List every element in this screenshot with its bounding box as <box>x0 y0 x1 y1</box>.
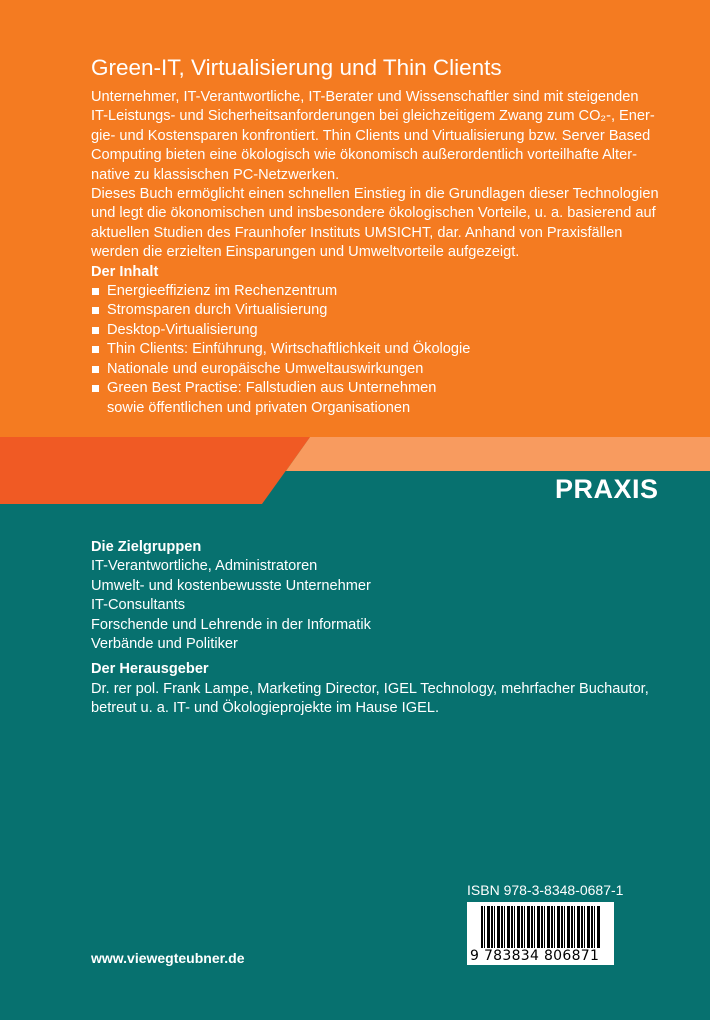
audience-item: IT-Consultants <box>91 597 186 614</box>
barcode <box>467 902 614 965</box>
audience-item: Verbände und Politiker <box>91 636 238 653</box>
lower-text <box>91 538 691 719</box>
intro-line: Unternehmer, IT-Verantwortliche, IT-Berater und Wissenschaftler sind mit steigenden <box>91 89 639 105</box>
contents-heading: Der Inhalt <box>91 263 159 280</box>
intro-line: native zu klassischen PC-Netzwerken. <box>91 166 340 183</box>
audience-item: IT-Verantwortliche, Administratoren <box>91 558 318 575</box>
list-item: Green Best Practise: Fallstudien aus Unternehmen sowie öffentlichen und privaten Organisationen <box>91 379 477 418</box>
audience-item: Umwelt- und kostenbewusste Unternehmer <box>91 577 371 594</box>
audience-item: Forschende und Lehrende in der Informatik <box>91 616 371 633</box>
intro-line: und legt die ökonomischen und insbesondere ökologischen Vorteile, u. a. basierend auf <box>91 205 656 222</box>
audience-heading: Die Zielgruppen <box>91 539 202 555</box>
list-item: Stromsparen durch Virtualisierung <box>91 301 691 320</box>
list-item: Energieeffizienz im Rechenzentrum <box>91 282 691 301</box>
book-title: Green-IT, Virtualisierung und Thin Clients <box>91 55 502 80</box>
list-item: Desktop-Virtualisierung <box>91 321 691 340</box>
barcode-digits: 9 783834 806871 <box>470 948 600 964</box>
editor-line: Dr. rer pol. Frank Lampe, Marketing Director, IGEL Technology, mehrfacher Buchautor, <box>91 680 649 697</box>
intro-line: IT-Leistungs- und Sicherheitsanforderungen bei gleichzeitigem Zwang zum CO₂-, Ener- <box>91 108 655 125</box>
intro-line: gie- und Kostensparen konfrontiert. Thin Clients und Virtualisierung bzw. Server Based <box>91 127 651 144</box>
intro-line: Dieses Buch ermöglicht einen schnellen Einstieg in die Grundlagen dieser Technologien <box>91 186 659 203</box>
editor-line: betreut u. a. IT- und Ökologieprojekte im Hause IGEL. <box>91 700 439 717</box>
barcode-bars <box>481 906 601 948</box>
contents-list <box>91 282 691 418</box>
list-item: Nationale und europäische Umweltauswirkungen <box>91 360 691 379</box>
intro-line: Computing bieten eine ökologisch wie ökonomisch außerordentlich vorteilhafte Alter- <box>91 147 637 164</box>
intro-line: werden die erzielten Einsparungen und Umweltvorteile aufgezeigt. <box>91 244 520 261</box>
list-item: Thin Clients: Einführung, Wirtschaftlichkeit und Ökologie <box>91 340 691 359</box>
series-label: PRAXIS <box>555 474 659 504</box>
publisher-website[interactable]: www.viewegteubner.de <box>91 950 245 966</box>
description <box>91 88 691 418</box>
isbn-text: ISBN 978-3-8348-0687-1 <box>467 882 624 898</box>
intro-line: aktuellen Studien des Fraunhofer Instituts UMSICHT, dar. Anhand von Praxisfällen <box>91 224 623 241</box>
editor-heading: Der Herausgeber <box>91 661 209 678</box>
